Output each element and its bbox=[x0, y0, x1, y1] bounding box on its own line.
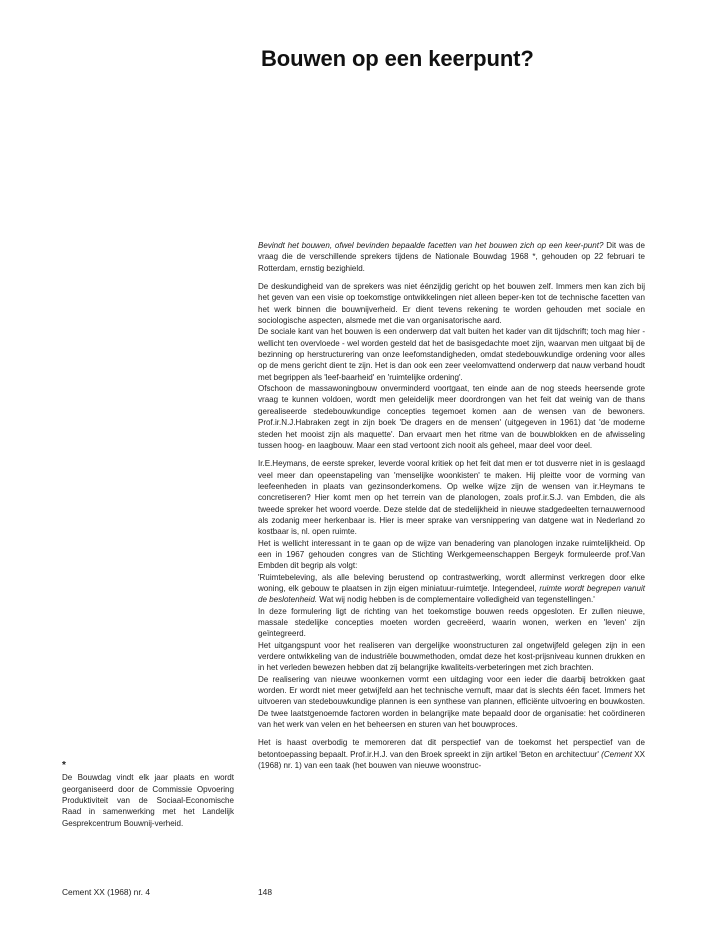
journal-citation: Cement XX (1968) nr. 4 bbox=[62, 887, 150, 897]
paragraph-text-end: XX (1968) nr. 1) van een taak (het bouwen van nieuwe woonstruc- bbox=[258, 749, 645, 771]
intro-rest: Dit was de vraag die de verschillende sprekers tijdens de Nationale Bouwdag 1968 *, gehouden op 22 februari te Rotterdam, ernstig bezighield. bbox=[258, 241, 645, 273]
article-title: Bouwen op een keerpunt? bbox=[261, 46, 534, 71]
quote-text: 'Ruimtebeleving, als alle beleving berustend op contrastwerking, wordt allerminst verkregen door elke woning, elk gebouw te plaatsen in zijn eigen miniatuur-ruimtetje. Integendeel, bbox=[258, 572, 645, 593]
article-body bbox=[258, 240, 645, 771]
paragraph: De realisering van nieuwe woonkernen vormt een uitdaging voor een ieder die daarbij betrokken gaat worden. Er wordt niet meer getwijfeld aan het technische vernuft, maar dat is slechts één facet. Immers het uitvoeren van stedebouwkundige plannen is een synthese van plannen, efficiënte uitvoering en bouwkosten. De twee laatstgenoemde factoren worden in belangrijke mate bepaald door de organisatie: het coördineren van het werk van velen en het beheersen en sturen van het bouwproces. bbox=[258, 674, 645, 730]
journal-reference: (Cement bbox=[601, 749, 632, 759]
footnote-marker: * bbox=[62, 760, 66, 771]
quote-emphasis: ruimte wordt begrepen vanuit de beslotenheid. bbox=[258, 583, 645, 605]
page-number: 148 bbox=[258, 887, 272, 897]
paragraph: Het uitgangspunt voor het realiseren van dergelijke woonstructuren zal ongetwijfeld gelegen zijn in een verdere ontwikkeling van de industriële bouwmethoden, omdat deze het kost-prijsniveau kunnen drukken en in het verleden bewezen hebben dat zij belangrijke kwaliteits-verbeteringen met zich brachten. bbox=[258, 640, 645, 673]
paragraph: Ir.E.Heymans, de eerste spreker, leverde vooral kritiek op het feit dat men er tot dusverre niet in is geslaagd veel meer dan opeenstapeling van 'menselijke woonkisten' te maken. Hij pleitte voor de vorming van leefeenheden in plaats van gezinsonderkomens. Op welke wijze zijn de wensen van ir.Heymans te concretiseren? Hier komt men op het terrein van de planologen, zoals prof.ir.S.J. van Embden, die als tweede spreker het woord voerde. Deze stelde dat de stedelijkheid in nieuwe stadgedeelten ternauwernood als zodanig meer herkenbaar is. Hier is meer sprake van versnippering van datgene wat in Nederland zo kostbaar is, nl. open ruimte. bbox=[258, 459, 645, 537]
intro-paragraph bbox=[258, 240, 645, 274]
quote-paragraph bbox=[258, 572, 645, 606]
paragraph-text: Het is haast overbodig te memoreren dat dit perspectief van de toekomst het perspectief van de betontoepassing bepaalt. Prof.ir.H.J. van den Broek spreekt in zijn artikel 'Beton en architectuur' bbox=[258, 738, 645, 759]
paragraph: Het is wellicht interessant in te gaan op de wijze van benadering van planologen inzake ruimtelijkheid. Op een in 1967 gehouden congres van de Stichting Werkgemeenschappen Bergeyk formuleerde prof.Van Embden dit begrip als volgt: bbox=[258, 538, 645, 571]
paragraph: De deskundigheid van de sprekers was niet éénzijdig gericht op het bouwen zelf. Immers men kan zich bij het geven van een visie op toekomstige ontwikkelingen niet alleen beper-ken tot de technische facetten van het werk binnen die bouwnijverheid. Er dient tevens rekening te worden gehouden met sociale en sociologische aspecten, alsmede met die van organisatorische aard. bbox=[258, 282, 645, 326]
paragraph bbox=[258, 737, 645, 771]
quote-text-end: Wat wij nodig hebben is de complementaire volledigheid van tegenstellingen.' bbox=[317, 595, 595, 605]
footnote bbox=[62, 760, 234, 829]
paragraph: In deze formulering ligt de richting van het toekomstige bouwen reeds opgesloten. Er zullen nieuwe, massale stedelijke concepties moeten worden gecreëerd, waarin wonen, werken en 'leven' zijn geïntegreerd. bbox=[258, 606, 645, 639]
intro-question: Bevindt het bouwen, ofwel bevinden bepaalde facetten van het bouwen zich op een keer-punt? bbox=[258, 241, 604, 250]
paragraph: Ofschoon de massawoningbouw onverminderd voortgaat, ten einde aan de nog steeds heersende grote vraag te kunnen voldoen, wordt men geleidelijk meer doordrongen van het feit dat weinig van de thans gerealiseerde stedebouwkundige concepties tegemoet komen aan de wensen van de bewoners. Prof.ir.N.J.Habraken zegt in zijn boek 'De dragers en de mensen' (uitgegeven in 1961) dat 'de moderne steden het mooist zijn als maquette'. Dan ervaart men het ritme van de bouwblokken en de afwisseling tussen hoog- en laagbouw. Maar een stad vertoont zich nooit als geheel, maar deel voor deel. bbox=[258, 384, 645, 450]
footnote-text: De Bouwdag vindt elk jaar plaats en wordt georganiseerd door de Commissie Opvoering Produktiviteit van de Sociaal-Economische Raad in samenwerking met het Landelijk Gesprekcentrum Bouwnij-verheid. bbox=[62, 773, 234, 828]
paragraph: De sociale kant van het bouwen is een onderwerp dat valt buiten het kader van dit tijdschrift; toch mag hier - wellicht ten overvloede - wel worden gesteld dat het de basisgedachte moet zijn, waarvan men uitgaat bij de bezinning op herstructurering van onze leefomstandigheden, omdat stedebouwkundige ordening voor alles op de mens gericht dient te zijn. Het is dan ook een zeer veelomvattend onderwerp dat nauw verband houdt met begrippen als 'leef-baarheid' en 'ruimtelijke ordening'. bbox=[258, 327, 645, 382]
